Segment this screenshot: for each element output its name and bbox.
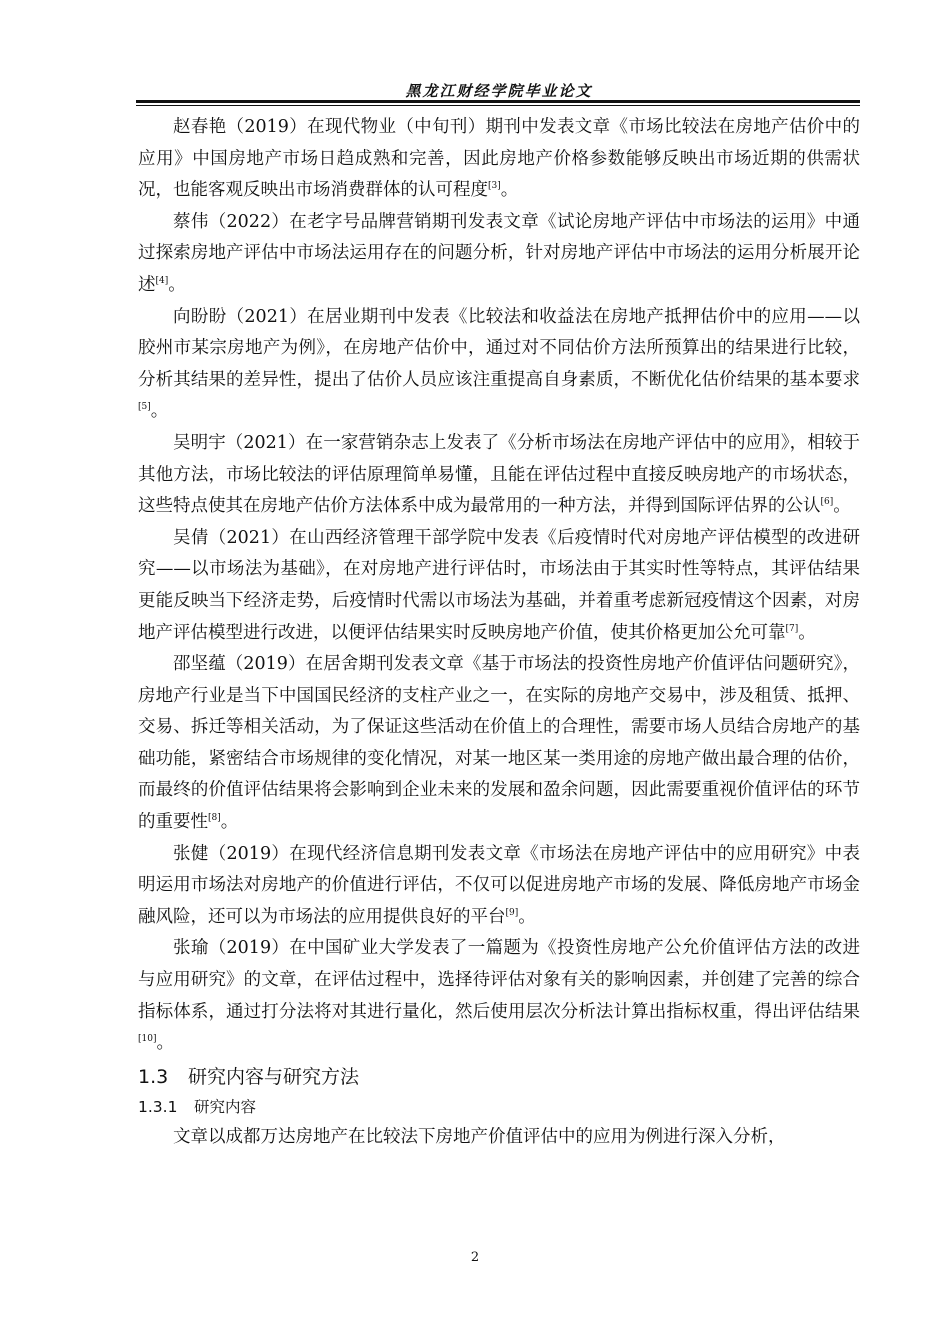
section-title: 研究内容与研究方法 <box>188 1065 360 1088</box>
header-rule-thin <box>136 105 860 106</box>
citation: [3] <box>488 181 501 192</box>
section-number: 1.3 <box>138 1065 169 1088</box>
paragraph: 张瑜（2019）在中国矿业大学发表了一篇题为《投资性房地产公允价值评估方法的改进与应用研究》的文章，在评估过程中，选择待评估对象有关的影响因素，并创建了完善的综合指标体系，通过打分法将对其进行量化，然后使用层次分析法计算出指标权重，得出评估结果[10]。 <box>138 938 860 1054</box>
paragraph: 赵春艳（2019）在现代物业（中旬刊）期刊中发表文章《市场比较法在房地产估价中的应用》中国房地产市场日趋成熟和完善，因此房地产价格参数能够反映出市场近期的供需状况，也能客观反映出市场消费群体的认可程度[3]。 <box>138 117 860 201</box>
paragraph: 向盼盼（2021）在居业期刊中发表《比较法和收益法在房地产抵押估价中的应用——以胶州市某宗房地产为例》，在房地产估价中，通过对不同估价方法所预算出的结果进行比较，分析其结果的差异性，提出了估价人员应该注重提高自身素质，不断优化估价结果的基本要求[5]。 <box>138 306 860 422</box>
header-rule-thick <box>136 100 860 103</box>
citation: [10] <box>138 1034 157 1045</box>
citation: [5] <box>138 402 151 413</box>
paragraph: 邵坚蕴（2019）在居舍期刊发表文章《基于市场法的投资性房地产价值评估问题研究》，房地产行业是当下中国国民经济的支柱产业之一，在实际的房地产交易中，涉及租赁、抵押、交易、拆迁等相关活动，为了保证这些活动在价值上的合理性，需要市场人员结合房地产的基础功能，紧密结合市场规律的变化情况，对某一地区某一类用途的房地产做出最合理的估价，而最终的价值评估结果将会影响到企业未来的发展和盈余问题，因此需要重视价值评估的环节的重要性[8]。 <box>138 654 860 833</box>
citation: [8] <box>208 813 221 824</box>
paragraph: 张健（2019）在现代经济信息期刊发表文章《市场法在房地产评估中的应用研究》中表明运用市场法对房地产的价值进行评估，不仅可以促进房地产市场的发展、降低房地产市场金融风险，还可以为市场法的应用提供良好的平台[9]。 <box>138 843 860 927</box>
citation: [6] <box>820 497 834 508</box>
citation: [4] <box>155 276 169 287</box>
paragraph: 吴倩（2021）在山西经济管理干部学院中发表《后疫情时代对房地产评估模型的改进研究——以市场法为基础》，在对房地产进行评估时，市场法由于其实时性等特点，其评估结果更能反映当下经济走势，后疫情时代需以市场法为基础，并着重考虑新冠疫情这个因素，对房地产评估模型进行改进，以便评估结果实时反映房地产价值，使其价格更加公允可靠[7]。 <box>138 527 860 643</box>
paragraph: 蔡伟（2022）在老字号品牌营销期刊发表文章《试论房地产评估中市场法的运用》中通过探索房地产评估中市场法运用存在的问题分析，针对房地产评估中市场法的运用分析展开论述[4]。 <box>138 211 860 295</box>
subsection-title: 研究内容 <box>194 1097 257 1116</box>
section-heading <box>138 1062 860 1092</box>
citation: [9] <box>505 908 519 919</box>
subsection-heading <box>138 1092 860 1122</box>
subsection-number: 1.3.1 <box>138 1097 178 1116</box>
running-header: 黑龙江财经学院毕业论文 <box>405 82 593 100</box>
citation: [7] <box>785 623 799 634</box>
body-text <box>138 112 860 1153</box>
paragraph: 吴明宇（2021）在一家营销杂志上发表了《分析市场法在房地产评估中的应用》，相较于其他方法，市场比较法的评估原理简单易懂，且能在评估过程中直接反映房地产的市场状态，这些特点使其在房地产估价方法体系中成为最常用的一种方法，并得到国际评估界的公认[6]。 <box>138 432 860 517</box>
paragraph: 文章以成都万达房地产在比较法下房地产价值评估中的应用为例进行深入分析， <box>173 1126 786 1147</box>
page-number: 2 <box>470 1250 480 1265</box>
